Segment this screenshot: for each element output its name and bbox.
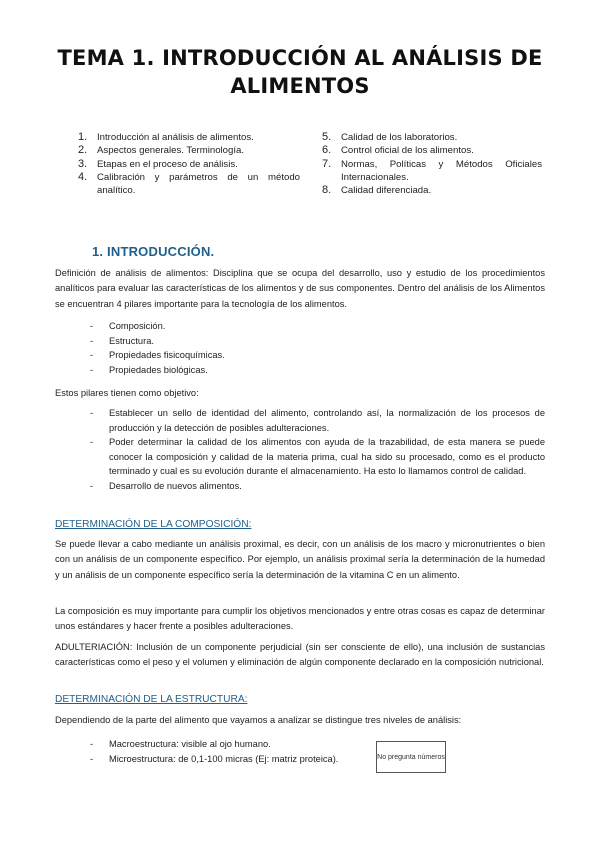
toc-number: 5. bbox=[322, 131, 332, 143]
definition-paragraph: Definición de análisis de alimentos: Disciplina que se ocupa del desarrollo, uso y estudio de los procedimientos analíticos para evaluar las características de los alimentos y de sus componentes. Dentro del análisis de los Alimentos se encuentran 4 pilares importante para la tecnología de los alimentos. bbox=[55, 268, 545, 309]
list-item-text: Desarrollo de nuevos alimentos. bbox=[109, 480, 242, 491]
bullet-dash: - bbox=[90, 753, 94, 764]
bullet-dash: - bbox=[90, 350, 94, 361]
estructura-intro: Dependiendo de la parte del alimento que vayamos a analizar se distingue tres niveles de análisis: bbox=[55, 715, 462, 725]
bullet-dash: - bbox=[90, 335, 94, 346]
list-item bbox=[90, 435, 545, 479]
toc-right-column bbox=[322, 131, 542, 197]
toc-text: Introducción al análisis de alimentos. bbox=[97, 132, 254, 143]
toc-number: 7. bbox=[322, 157, 332, 170]
toc-item bbox=[78, 171, 300, 198]
toc-text: Calidad diferenciada. bbox=[341, 185, 432, 197]
toc-item bbox=[78, 158, 300, 171]
list-item bbox=[90, 406, 545, 435]
toc-item bbox=[322, 144, 542, 157]
toc-item bbox=[78, 144, 300, 157]
subheading-composicion: DETERMINACIÓN DE LA COMPOSICIÓN: bbox=[55, 519, 252, 530]
toc-text: Calibración y parámetros de un método analítico. bbox=[97, 171, 300, 197]
list-item bbox=[90, 348, 545, 363]
bullet-dash: - bbox=[90, 364, 94, 375]
list-item-text: Propiedades biológicas. bbox=[109, 364, 208, 375]
list-item-text: Establecer un sello de identidad del alimento, controlando así, la normalización de los procesos de producción y la detección de posibles adulteraciones. bbox=[109, 408, 545, 433]
toc-item bbox=[322, 131, 542, 144]
toc-item bbox=[78, 131, 300, 144]
note-text: No pregunta números bbox=[377, 753, 445, 761]
list-item-text: Propiedades fisicoquímicas. bbox=[109, 350, 225, 361]
composicion-paragraph-1: Se puede llevar a cabo mediante un análisis proximal, es decir, con un análisis de los macro y micronutrientes o bien con un análisis de un componente específico. Por ejemplo, un análisis proximal sería la determinación de la humedad y un análisis de un componente específico sería la determinación de la vitamina C en un alimento. bbox=[55, 539, 545, 580]
list-item bbox=[90, 319, 545, 334]
toc-number: 6. bbox=[322, 144, 332, 157]
list-item-text: Microestructura: de 0,1-100 micras (Ej: matriz proteica). bbox=[109, 753, 339, 764]
list-item bbox=[90, 752, 370, 767]
toc-number: 1. bbox=[78, 131, 88, 143]
pillars-list bbox=[90, 319, 545, 377]
list-item-text: Estructura. bbox=[109, 335, 154, 346]
bullet-dash: - bbox=[90, 437, 94, 448]
list-item-text: Poder determinar la calidad de los alimentos con ayuda de la trazabilidad, de esta manera se puede conocer la composición y calidad de la materia prima, cual ha sido su procesado, como es el producto terminado y cual es su evolución durante el almacenamiento. Ha esto lo llamamos control de calidad. bbox=[109, 437, 545, 477]
toc-item bbox=[322, 158, 542, 185]
adulteracion-paragraph: ADULTERIACIÓN: Inclusión de un componente perjudicial (sin ser consciente de ello), una inclusión de sustancias características como el peso y el volumen y eliminación de algún componente declarado en la composición nutricional. bbox=[55, 642, 545, 668]
bullet-dash: - bbox=[90, 408, 94, 418]
section-heading-introduccion: 1. INTRODUCCIÓN. bbox=[92, 244, 215, 259]
bullet-dash: - bbox=[90, 480, 94, 491]
toc-number: 8. bbox=[322, 184, 332, 197]
toc-text: Control oficial de los alimentos. bbox=[341, 145, 474, 157]
toc-text: Normas, Políticas y Métodos Oficiales Internacionales. bbox=[341, 158, 542, 183]
toc-text: Etapas en el proceso de análisis. bbox=[97, 158, 238, 170]
list-item-text: Composición. bbox=[109, 321, 166, 331]
list-item bbox=[90, 363, 545, 378]
composicion-paragraph-2: La composición es muy importante para cumplir los objetivos mencionados y entre otras cosas es capaz de determinar unos estándares y hacer frente a posibles adulteraciones. bbox=[55, 606, 545, 632]
list-item bbox=[90, 737, 370, 752]
toc-left-column bbox=[78, 131, 300, 197]
document-title: TEMA 1. INTRODUCCIÓN AL ANÁLISIS DE ALIMENTOS bbox=[57, 46, 543, 98]
bullet-dash: - bbox=[90, 739, 94, 749]
note-box bbox=[376, 741, 446, 773]
toc-item bbox=[322, 184, 542, 197]
estructura-levels-list bbox=[90, 737, 370, 766]
bullet-dash: - bbox=[90, 321, 94, 331]
objectives-intro: Estos pilares tienen como objetivo: bbox=[55, 388, 199, 398]
toc-text: Calidad de los laboratorios. bbox=[341, 132, 458, 143]
objectives-list bbox=[90, 406, 545, 494]
subheading-estructura: DETERMINACIÓN DE LA ESTRUCTURA: bbox=[55, 694, 248, 705]
toc-number: 4. bbox=[78, 170, 88, 183]
list-item bbox=[90, 334, 545, 349]
toc-number: 2. bbox=[78, 144, 88, 157]
toc-number: 3. bbox=[78, 157, 88, 170]
toc-text: Aspectos generales. Terminología. bbox=[97, 145, 245, 157]
list-item bbox=[90, 479, 545, 494]
list-item-text: Macroestructura: visible al ojo humano. bbox=[109, 739, 271, 749]
